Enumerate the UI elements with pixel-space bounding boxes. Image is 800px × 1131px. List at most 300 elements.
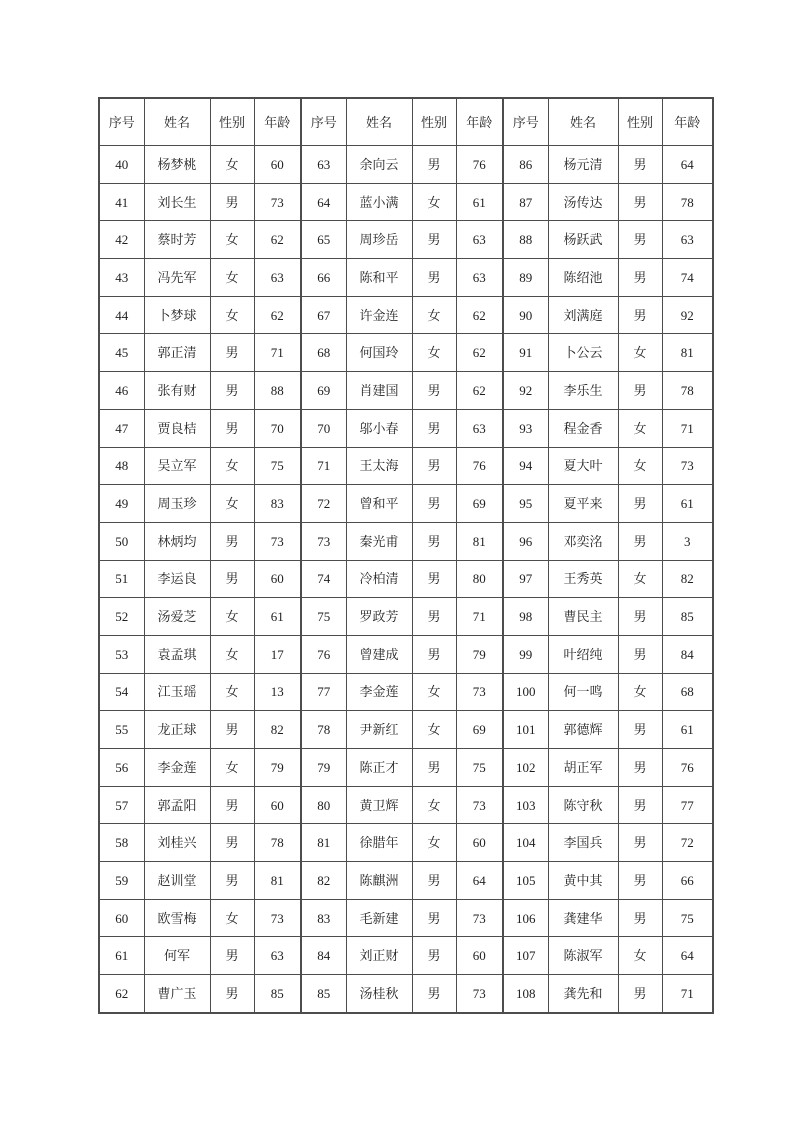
- table-row: [99, 296, 713, 334]
- cell-age: 64: [662, 146, 713, 184]
- cell-gender: 女: [618, 447, 662, 485]
- cell-age: 73: [456, 899, 503, 937]
- cell-gender: 女: [618, 673, 662, 711]
- cell-age: 79: [456, 635, 503, 673]
- cell-age: 62: [456, 372, 503, 410]
- cell-age: 13: [254, 673, 301, 711]
- cell-name: 张有财: [144, 372, 210, 410]
- cell-gender: 女: [210, 259, 254, 297]
- cell-gender: 男: [412, 598, 456, 636]
- cell-gender: 男: [618, 862, 662, 900]
- table-row: [99, 711, 713, 749]
- cell-index: 43: [99, 259, 144, 297]
- cell-name: 叶绍纯: [548, 635, 618, 673]
- cell-name: 袁孟琪: [144, 635, 210, 673]
- cell-name: 李国兵: [548, 824, 618, 862]
- cell-gender: 男: [618, 372, 662, 410]
- cell-index: 71: [301, 447, 346, 485]
- cell-age: 62: [254, 296, 301, 334]
- cell-name: 罗政芳: [346, 598, 412, 636]
- cell-index: 93: [503, 409, 548, 447]
- cell-name: 杨跃武: [548, 221, 618, 259]
- cell-gender: 男: [412, 937, 456, 975]
- cell-index: 106: [503, 899, 548, 937]
- cell-age: 78: [662, 183, 713, 221]
- cell-gender: 男: [618, 635, 662, 673]
- cell-name: 李金莲: [144, 749, 210, 787]
- cell-index: 51: [99, 560, 144, 598]
- cell-gender: 男: [618, 221, 662, 259]
- cell-age: 64: [456, 862, 503, 900]
- cell-age: 92: [662, 296, 713, 334]
- cell-gender: 男: [412, 221, 456, 259]
- cell-name: 曹民主: [548, 598, 618, 636]
- cell-name: 周珍岳: [346, 221, 412, 259]
- cell-index: 97: [503, 560, 548, 598]
- cell-age: 73: [254, 183, 301, 221]
- cell-gender: 男: [618, 899, 662, 937]
- cell-age: 73: [662, 447, 713, 485]
- cell-index: 101: [503, 711, 548, 749]
- cell-age: 76: [456, 447, 503, 485]
- cell-name: 欧雪梅: [144, 899, 210, 937]
- cell-index: 44: [99, 296, 144, 334]
- cell-index: 48: [99, 447, 144, 485]
- cell-index: 41: [99, 183, 144, 221]
- cell-index: 57: [99, 786, 144, 824]
- cell-gender: 男: [412, 447, 456, 485]
- column-header-gender: 性别: [412, 98, 456, 146]
- cell-index: 68: [301, 334, 346, 372]
- cell-name: 曹广玉: [144, 975, 210, 1013]
- cell-name: 夏大叶: [548, 447, 618, 485]
- cell-age: 79: [254, 749, 301, 787]
- cell-index: 91: [503, 334, 548, 372]
- cell-index: 40: [99, 146, 144, 184]
- cell-name: 蔡时芳: [144, 221, 210, 259]
- cell-gender: 男: [412, 522, 456, 560]
- cell-gender: 男: [210, 560, 254, 598]
- cell-gender: 男: [618, 259, 662, 297]
- column-header-index: 序号: [301, 98, 346, 146]
- table-row: [99, 786, 713, 824]
- cell-gender: 男: [412, 372, 456, 410]
- cell-name: 许金连: [346, 296, 412, 334]
- cell-age: 61: [662, 711, 713, 749]
- cell-name: 刘正财: [346, 937, 412, 975]
- cell-name: 曾建成: [346, 635, 412, 673]
- cell-name: 肖建国: [346, 372, 412, 410]
- cell-gender: 女: [210, 485, 254, 523]
- table-row: [99, 522, 713, 560]
- cell-age: 78: [254, 824, 301, 862]
- cell-name: 江玉瑶: [144, 673, 210, 711]
- cell-index: 70: [301, 409, 346, 447]
- cell-name: 赵训堂: [144, 862, 210, 900]
- cell-gender: 男: [412, 862, 456, 900]
- cell-name: 刘满庭: [548, 296, 618, 334]
- cell-name: 王太海: [346, 447, 412, 485]
- cell-gender: 男: [412, 146, 456, 184]
- cell-age: 73: [254, 899, 301, 937]
- cell-age: 69: [456, 485, 503, 523]
- column-header-name: 姓名: [144, 98, 210, 146]
- cell-index: 45: [99, 334, 144, 372]
- cell-name: 夏平来: [548, 485, 618, 523]
- cell-gender: 女: [210, 899, 254, 937]
- cell-name: 何军: [144, 937, 210, 975]
- cell-index: 94: [503, 447, 548, 485]
- cell-age: 63: [254, 937, 301, 975]
- cell-gender: 男: [210, 975, 254, 1013]
- cell-index: 72: [301, 485, 346, 523]
- cell-name: 汤传达: [548, 183, 618, 221]
- cell-name: 龚先和: [548, 975, 618, 1013]
- cell-index: 102: [503, 749, 548, 787]
- cell-age: 60: [254, 146, 301, 184]
- cell-index: 82: [301, 862, 346, 900]
- cell-age: 63: [456, 409, 503, 447]
- cell-name: 胡正军: [548, 749, 618, 787]
- cell-gender: 男: [618, 146, 662, 184]
- cell-age: 17: [254, 635, 301, 673]
- table-row: [99, 146, 713, 184]
- cell-gender: 男: [210, 786, 254, 824]
- cell-name: 陈守秋: [548, 786, 618, 824]
- cell-gender: 男: [618, 786, 662, 824]
- cell-gender: 男: [210, 862, 254, 900]
- cell-index: 55: [99, 711, 144, 749]
- cell-index: 76: [301, 635, 346, 673]
- cell-index: 73: [301, 522, 346, 560]
- table-row: [99, 183, 713, 221]
- cell-index: 98: [503, 598, 548, 636]
- cell-gender: 女: [210, 635, 254, 673]
- cell-name: 蓝小满: [346, 183, 412, 221]
- table-row: [99, 899, 713, 937]
- column-header-gender: 性别: [210, 98, 254, 146]
- cell-index: 47: [99, 409, 144, 447]
- cell-index: 99: [503, 635, 548, 673]
- cell-index: 87: [503, 183, 548, 221]
- cell-gender: 女: [412, 183, 456, 221]
- column-header-gender: 性别: [618, 98, 662, 146]
- cell-gender: 女: [210, 598, 254, 636]
- cell-name: 杨梦桃: [144, 146, 210, 184]
- cell-gender: 女: [412, 334, 456, 372]
- cell-index: 46: [99, 372, 144, 410]
- cell-gender: 女: [412, 673, 456, 711]
- cell-gender: 男: [618, 296, 662, 334]
- cell-name: 龚建华: [548, 899, 618, 937]
- cell-name: 李金莲: [346, 673, 412, 711]
- cell-index: 63: [301, 146, 346, 184]
- cell-index: 42: [99, 221, 144, 259]
- cell-name: 吴立军: [144, 447, 210, 485]
- cell-index: 60: [99, 899, 144, 937]
- cell-name: 毛新建: [346, 899, 412, 937]
- table-row: [99, 334, 713, 372]
- cell-gender: 男: [618, 711, 662, 749]
- cell-name: 汤桂秋: [346, 975, 412, 1013]
- cell-gender: 男: [618, 975, 662, 1013]
- table-row: [99, 372, 713, 410]
- cell-index: 96: [503, 522, 548, 560]
- cell-age: 77: [662, 786, 713, 824]
- cell-gender: 女: [210, 749, 254, 787]
- cell-gender: 男: [618, 749, 662, 787]
- cell-name: 何国玲: [346, 334, 412, 372]
- cell-name: 何一鸣: [548, 673, 618, 711]
- cell-gender: 女: [210, 673, 254, 711]
- cell-gender: 男: [210, 937, 254, 975]
- cell-gender: 男: [412, 560, 456, 598]
- table-row: [99, 259, 713, 297]
- cell-age: 71: [662, 409, 713, 447]
- cell-age: 60: [456, 937, 503, 975]
- cell-gender: 男: [412, 259, 456, 297]
- cell-age: 73: [254, 522, 301, 560]
- cell-age: 75: [662, 899, 713, 937]
- cell-gender: 女: [412, 824, 456, 862]
- cell-age: 62: [456, 334, 503, 372]
- cell-age: 61: [456, 183, 503, 221]
- cell-age: 60: [254, 560, 301, 598]
- column-header-age: 年龄: [662, 98, 713, 146]
- table-row: [99, 635, 713, 673]
- table-row: [99, 485, 713, 523]
- cell-index: 62: [99, 975, 144, 1013]
- cell-age: 62: [254, 221, 301, 259]
- cell-age: 71: [254, 334, 301, 372]
- table-row: [99, 824, 713, 862]
- cell-name: 郭正清: [144, 334, 210, 372]
- cell-age: 83: [254, 485, 301, 523]
- cell-index: 49: [99, 485, 144, 523]
- cell-index: 81: [301, 824, 346, 862]
- cell-index: 66: [301, 259, 346, 297]
- cell-age: 66: [662, 862, 713, 900]
- cell-index: 100: [503, 673, 548, 711]
- cell-name: 王秀英: [548, 560, 618, 598]
- cell-index: 95: [503, 485, 548, 523]
- cell-name: 刘桂兴: [144, 824, 210, 862]
- cell-name: 陈正才: [346, 749, 412, 787]
- cell-age: 81: [662, 334, 713, 372]
- cell-age: 71: [456, 598, 503, 636]
- cell-index: 108: [503, 975, 548, 1013]
- cell-name: 尹新红: [346, 711, 412, 749]
- cell-name: 余向云: [346, 146, 412, 184]
- table-row: [99, 673, 713, 711]
- cell-gender: 女: [618, 409, 662, 447]
- cell-index: 89: [503, 259, 548, 297]
- column-header-age: 年龄: [254, 98, 301, 146]
- cell-age: 73: [456, 786, 503, 824]
- cell-age: 82: [254, 711, 301, 749]
- cell-name: 程金香: [548, 409, 618, 447]
- cell-age: 78: [662, 372, 713, 410]
- cell-age: 64: [662, 937, 713, 975]
- cell-gender: 女: [210, 146, 254, 184]
- cell-gender: 女: [210, 221, 254, 259]
- cell-gender: 男: [618, 522, 662, 560]
- cell-name: 郭德辉: [548, 711, 618, 749]
- column-header-index: 序号: [99, 98, 144, 146]
- cell-gender: 男: [618, 598, 662, 636]
- cell-age: 81: [456, 522, 503, 560]
- cell-gender: 女: [210, 447, 254, 485]
- cell-name: 秦光甫: [346, 522, 412, 560]
- cell-age: 68: [662, 673, 713, 711]
- cell-age: 3: [662, 522, 713, 560]
- cell-age: 76: [662, 749, 713, 787]
- cell-name: 周玉珍: [144, 485, 210, 523]
- cell-gender: 男: [210, 372, 254, 410]
- cell-index: 53: [99, 635, 144, 673]
- cell-age: 63: [254, 259, 301, 297]
- cell-index: 58: [99, 824, 144, 862]
- cell-index: 90: [503, 296, 548, 334]
- header-row: [99, 98, 713, 146]
- cell-index: 59: [99, 862, 144, 900]
- table-row: [99, 560, 713, 598]
- cell-index: 74: [301, 560, 346, 598]
- table-row: [99, 409, 713, 447]
- table-row: [99, 975, 713, 1013]
- cell-name: 贾良桔: [144, 409, 210, 447]
- cell-name: 汤爱芝: [144, 598, 210, 636]
- cell-index: 56: [99, 749, 144, 787]
- cell-index: 104: [503, 824, 548, 862]
- cell-name: 黄卫辉: [346, 786, 412, 824]
- cell-index: 107: [503, 937, 548, 975]
- cell-index: 54: [99, 673, 144, 711]
- cell-gender: 男: [412, 635, 456, 673]
- cell-gender: 女: [412, 711, 456, 749]
- cell-name: 林炳均: [144, 522, 210, 560]
- cell-name: 杨元清: [548, 146, 618, 184]
- cell-name: 卜公云: [548, 334, 618, 372]
- cell-index: 92: [503, 372, 548, 410]
- cell-index: 88: [503, 221, 548, 259]
- cell-index: 80: [301, 786, 346, 824]
- cell-name: 曾和平: [346, 485, 412, 523]
- cell-gender: 男: [412, 409, 456, 447]
- cell-gender: 男: [210, 522, 254, 560]
- table-row: [99, 221, 713, 259]
- cell-index: 85: [301, 975, 346, 1013]
- cell-age: 60: [254, 786, 301, 824]
- cell-gender: 女: [618, 560, 662, 598]
- cell-name: 龙正球: [144, 711, 210, 749]
- cell-gender: 男: [210, 711, 254, 749]
- cell-index: 84: [301, 937, 346, 975]
- cell-gender: 女: [210, 296, 254, 334]
- cell-age: 75: [254, 447, 301, 485]
- cell-age: 75: [456, 749, 503, 787]
- cell-index: 75: [301, 598, 346, 636]
- cell-name: 冯先军: [144, 259, 210, 297]
- cell-age: 61: [662, 485, 713, 523]
- cell-age: 84: [662, 635, 713, 673]
- cell-index: 52: [99, 598, 144, 636]
- cell-gender: 女: [412, 786, 456, 824]
- cell-age: 63: [456, 259, 503, 297]
- cell-age: 61: [254, 598, 301, 636]
- cell-gender: 男: [412, 485, 456, 523]
- table-row: [99, 862, 713, 900]
- roster-table: [98, 97, 714, 1014]
- cell-name: 陈麒洲: [346, 862, 412, 900]
- cell-age: 80: [456, 560, 503, 598]
- cell-index: 65: [301, 221, 346, 259]
- cell-index: 105: [503, 862, 548, 900]
- cell-name: 卜梦球: [144, 296, 210, 334]
- cell-gender: 男: [210, 334, 254, 372]
- cell-age: 85: [254, 975, 301, 1013]
- cell-gender: 男: [412, 899, 456, 937]
- cell-name: 李运良: [144, 560, 210, 598]
- column-header-index: 序号: [503, 98, 548, 146]
- cell-index: 77: [301, 673, 346, 711]
- cell-name: 陈绍池: [548, 259, 618, 297]
- cell-gender: 男: [618, 485, 662, 523]
- cell-age: 88: [254, 372, 301, 410]
- column-header-name: 姓名: [346, 98, 412, 146]
- cell-age: 76: [456, 146, 503, 184]
- cell-age: 71: [662, 975, 713, 1013]
- cell-index: 50: [99, 522, 144, 560]
- cell-index: 86: [503, 146, 548, 184]
- cell-gender: 男: [412, 975, 456, 1013]
- cell-name: 邬小春: [346, 409, 412, 447]
- cell-age: 85: [662, 598, 713, 636]
- cell-gender: 男: [618, 183, 662, 221]
- cell-name: 陈淑军: [548, 937, 618, 975]
- cell-age: 70: [254, 409, 301, 447]
- table-row: [99, 749, 713, 787]
- cell-age: 73: [456, 673, 503, 711]
- cell-age: 69: [456, 711, 503, 749]
- cell-gender: 男: [412, 749, 456, 787]
- cell-age: 72: [662, 824, 713, 862]
- cell-name: 郭孟阳: [144, 786, 210, 824]
- table-row: [99, 598, 713, 636]
- cell-age: 74: [662, 259, 713, 297]
- cell-index: 78: [301, 711, 346, 749]
- cell-age: 82: [662, 560, 713, 598]
- cell-name: 冷柏清: [346, 560, 412, 598]
- cell-name: 刘长生: [144, 183, 210, 221]
- cell-name: 邓奕洺: [548, 522, 618, 560]
- cell-gender: 女: [618, 334, 662, 372]
- cell-name: 黄中其: [548, 862, 618, 900]
- cell-age: 60: [456, 824, 503, 862]
- cell-index: 69: [301, 372, 346, 410]
- cell-age: 62: [456, 296, 503, 334]
- cell-name: 徐腊年: [346, 824, 412, 862]
- cell-name: 陈和平: [346, 259, 412, 297]
- cell-gender: 男: [210, 183, 254, 221]
- table-row: [99, 937, 713, 975]
- cell-index: 61: [99, 937, 144, 975]
- table-row: [99, 447, 713, 485]
- cell-gender: 男: [618, 824, 662, 862]
- cell-index: 103: [503, 786, 548, 824]
- cell-age: 73: [456, 975, 503, 1013]
- cell-gender: 女: [412, 296, 456, 334]
